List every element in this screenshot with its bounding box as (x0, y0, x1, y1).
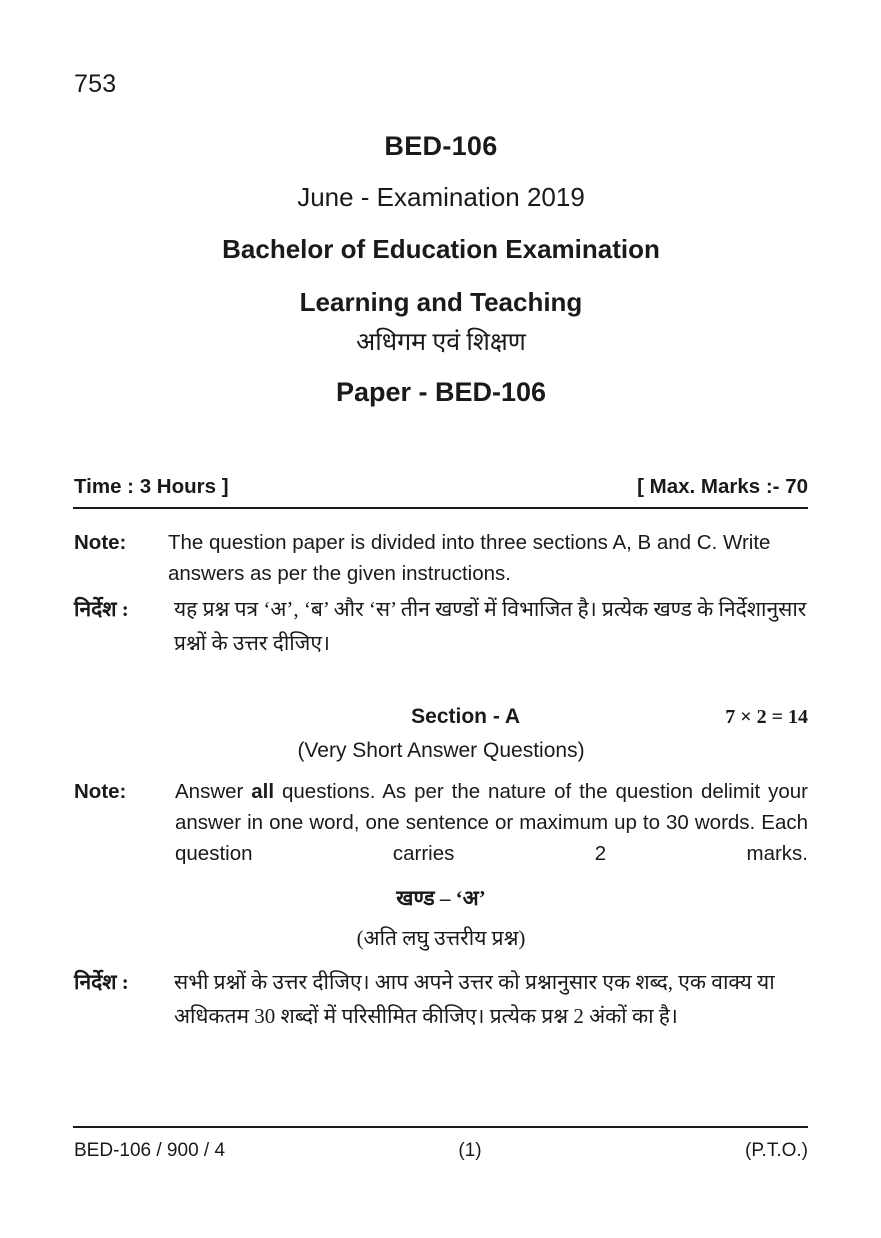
section-a-note-label: Note: (74, 780, 127, 803)
section-a-note-hindi (74, 965, 808, 1033)
section-a-header-row (74, 705, 808, 729)
please-turn-over: (P.T.O.) (745, 1140, 808, 1161)
footer-paper-reference: BED-106 / 900 / 4 (74, 1140, 226, 1161)
page-footer (74, 1140, 808, 1162)
title-block (74, 132, 808, 407)
header-divider-rule (73, 507, 808, 509)
roll-number: 753 (74, 70, 117, 98)
exam-session-heading: June - Examination 2019 (297, 182, 585, 213)
subject-heading-hindi: अधिगम एवं शिक्षण (356, 329, 526, 357)
time-allowed: Time : 3 Hours ] (74, 475, 229, 498)
general-note-label-hindi: निर्देश : (74, 597, 129, 621)
footer-divider-rule (73, 1126, 808, 1128)
general-note-hindi (74, 592, 808, 660)
section-a-note-emphasis: all (251, 780, 275, 803)
degree-heading: Bachelor of Education Examination (222, 233, 660, 264)
general-note-text-hindi: यह प्रश्न पत्र ‘अ’, ‘ब’ और ‘स’ तीन खण्डों में विभाजित है। प्रत्येक खण्ड के निर्देशानुसार प्रश्नों के उत्तर दीजिए। (174, 597, 807, 656)
section-a-note-text-part2: questions. As per the nature of the question delimit your answer in one word, one sentence or maximum up to 30 words. Each question carries 2 marks. (175, 780, 808, 866)
section-a-note-text (175, 776, 808, 901)
section-a-note-text-hindi: सभी प्रश्नों के उत्तर दीजिए। आप अपने उत्तर को प्रश्नानुसार एक शब्द, एक वाक्य या अधिकतम 30 शब्दों में परिसीमित कीजिए। प्रत्येक प्रश्न 2 अंकों का है। (174, 970, 775, 1029)
section-a-title: Section - A (411, 705, 521, 728)
subject-heading-english: Learning and Teaching (299, 286, 583, 317)
max-marks: [ Max. Marks :- 70 (637, 475, 808, 498)
paper-code-heading: BED-106 (384, 131, 498, 161)
page-number: (1) (458, 1140, 482, 1161)
section-a-note-english (74, 776, 808, 901)
paper-heading: Paper - BED-106 (335, 377, 547, 408)
section-a-title-hindi: खण्ड – ‘अ’ (396, 886, 486, 910)
general-note-text: The question paper is divided into three sections A, B and C. Write answers as per the given instructions. (168, 531, 771, 586)
time-and-marks-row (74, 475, 808, 499)
section-a-marks: 7 × 2 = 14 (725, 706, 808, 728)
section-a-subtitle-hindi: (अति लघु उत्तरीय प्रश्न) (356, 926, 526, 950)
section-a-note-text-part1: Answer (175, 780, 252, 803)
section-a-subtitle: (Very Short Answer Questions) (297, 739, 585, 762)
general-note-english (74, 527, 808, 589)
section-a-note-label-hindi: निर्देश : (74, 970, 129, 994)
general-note-label: Note: (74, 531, 127, 554)
